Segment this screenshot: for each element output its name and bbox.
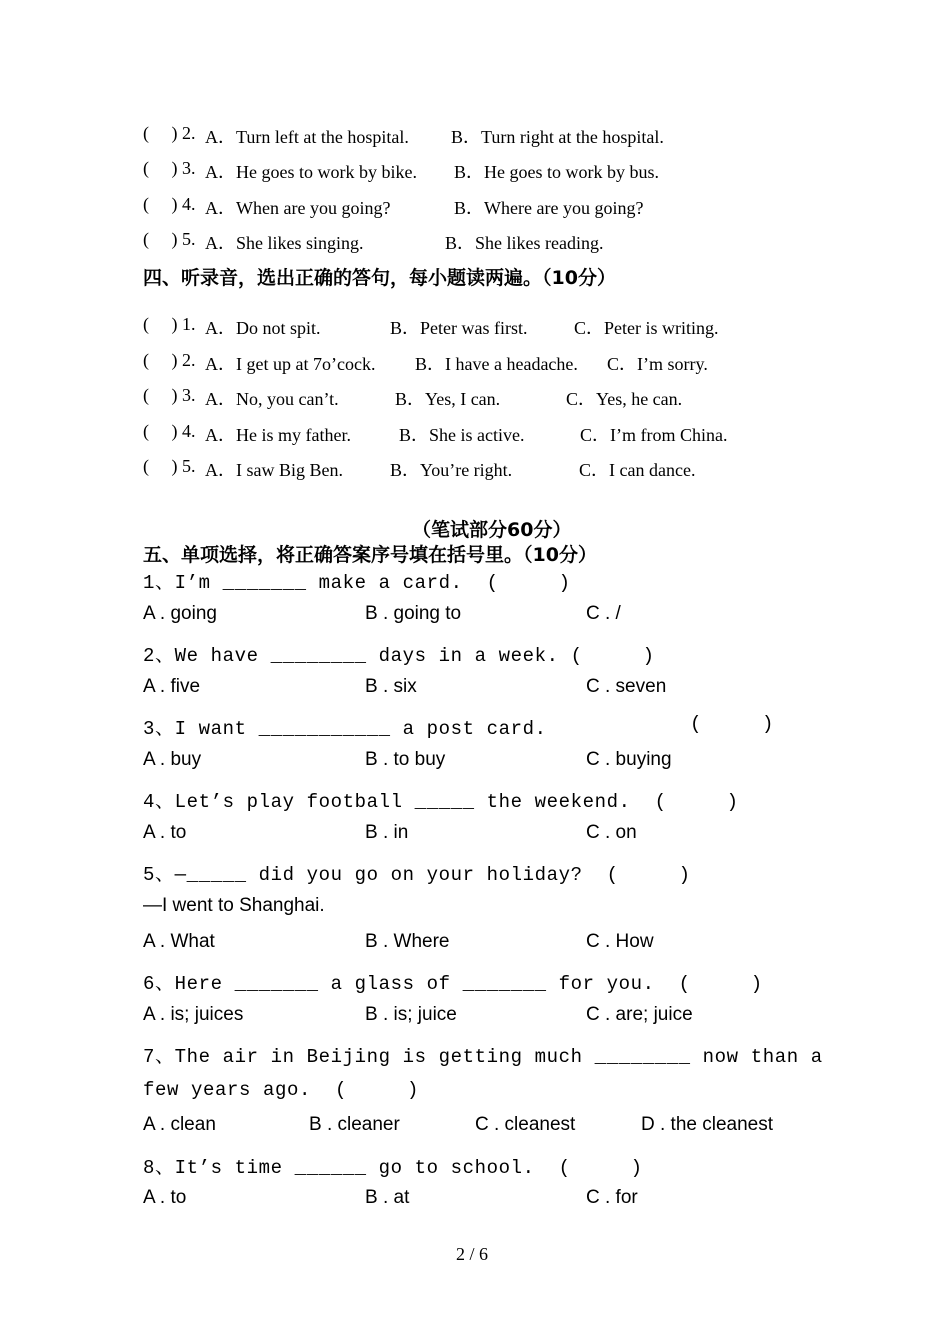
s3-item-3-paren: ( ) 3. [143, 158, 196, 178]
q7-option-b: B . cleaner [309, 1114, 400, 1135]
s4-item-1-paren: ( ) 1. [143, 314, 196, 334]
q2-option-c: C . seven [586, 676, 667, 697]
q8-text: 8、It’s time ______ go to school. ( ) [143, 1157, 643, 1179]
q3-option-c: C . buying [586, 749, 672, 770]
s4-item-1-option-a: A．Do not spit. [205, 318, 321, 338]
q1-text: 1、I’m _______ make a card. ( ) [143, 572, 571, 594]
q3-option-a: A . buy [143, 749, 202, 770]
q2-option-a: A . five [143, 676, 201, 697]
s3-item-4-option-b: B．Where are you going? [454, 198, 644, 218]
s4-item-4-option-b: B．She is active. [399, 425, 525, 445]
q7-text-line2: few years ago. ( ) [143, 1079, 420, 1101]
s4-item-5-option-a: A．I saw Big Ben. [205, 460, 343, 480]
q8-option-b: B . at [365, 1187, 410, 1208]
q6-option-a: A . is; juices [143, 1004, 244, 1025]
s4-item-5-paren: ( ) 5. [143, 456, 196, 476]
s4-item-1-option-c: C．Peter is writing. [574, 318, 719, 338]
q5-option-b: B . Where [365, 931, 450, 952]
q7-option-d: D . the cleanest [641, 1114, 774, 1135]
q6-text: 6、Here _______ a glass of _______ for you. ( ) [143, 973, 763, 995]
s4-item-3-option-b: B．Yes, I can. [395, 389, 501, 409]
s4-item-4-option-a: A．He is my father. [205, 425, 351, 445]
s3-item-4-paren: ( ) 4. [143, 194, 196, 214]
q8-option-c: C . for [586, 1187, 638, 1208]
s4-item-3-option-a: A．No, you can’t. [205, 389, 339, 409]
s3-item-2-option-a: A．Turn left at the hospital. [205, 127, 409, 147]
s3-item-5-option-a: A．She likes singing. [205, 233, 364, 253]
s4-item-2-option-b: B．I have a headache. [415, 354, 578, 374]
s4-item-4-option-c: C．I’m from China. [580, 425, 728, 445]
q3-option-b: B . to buy [365, 749, 446, 770]
q1-option-a: A . going [143, 603, 217, 624]
q7-text-line1: 7、The air in Beijing is getting much ________ now than a [143, 1046, 823, 1068]
s4-item-3-paren: ( ) 3. [143, 385, 196, 405]
q5-option-a: A . What [143, 931, 215, 952]
page-number: 2 / 6 [456, 1244, 489, 1264]
s4-item-2-paren: ( ) 2. [143, 350, 196, 370]
q5-answer-line: —I went to Shanghai. [143, 895, 325, 916]
q5-text: 5、—_____ did you go on your holiday? ( ) [143, 864, 691, 886]
q4-text: 4、Let’s play football _____ the weekend. ( ) [143, 791, 739, 813]
s4-item-2-option-a: A．I get up at 7o’cock. [205, 354, 376, 374]
section4-title: 四、听录音，选出正确的答句，每小题读两遍。（10分） [143, 267, 616, 289]
s3-item-5-option-b: B．She likes reading. [445, 233, 604, 253]
s3-item-3-option-b: B．He goes to work by bus. [454, 162, 659, 182]
section5-title: 五、单项选择，将正确答案序号填在括号里。（10分） [143, 544, 597, 566]
q8-option-a: A . to [143, 1187, 187, 1208]
s4-item-5-option-b: B．You’re right. [390, 460, 513, 480]
q7-option-a: A . clean [143, 1114, 216, 1135]
s4-item-5-option-c: C．I can dance. [579, 460, 696, 480]
written-part-title: （笔试部分60分） [412, 519, 572, 541]
q1-option-b: B . going to [365, 603, 462, 624]
q6-option-c: C . are; juice [586, 1004, 693, 1025]
q2-text: 2、We have ________ days in a week. ( ) [143, 645, 655, 667]
q3-answer-paren: ( ) [690, 713, 775, 735]
s3-item-3-option-a: A．He goes to work by bike. [205, 162, 417, 182]
s4-item-2-option-c: C．I’m sorry. [607, 354, 708, 374]
q1-option-c: C . / [586, 603, 621, 624]
q2-option-b: B . six [365, 676, 417, 697]
q4-option-c: C . on [586, 822, 637, 843]
q7-option-c: C . cleanest [475, 1114, 576, 1135]
s3-item-2-option-b: B．Turn right at the hospital. [451, 127, 664, 147]
s4-item-4-paren: ( ) 4. [143, 421, 196, 441]
s3-item-4-option-a: A．When are you going? [205, 198, 391, 218]
s3-item-2-paren: ( ) 2. [143, 123, 196, 143]
s3-item-5-paren: ( ) 5. [143, 229, 196, 249]
q3-text: 3、I want ___________ a post card. [143, 718, 547, 740]
q4-option-a: A . to [143, 822, 187, 843]
s4-item-1-option-b: B．Peter was first. [390, 318, 528, 338]
q4-option-b: B . in [365, 822, 409, 843]
q6-option-b: B . is; juice [365, 1004, 457, 1025]
q5-option-c: C . How [586, 931, 654, 952]
s4-item-3-option-c: C．Yes, he can. [566, 389, 683, 409]
